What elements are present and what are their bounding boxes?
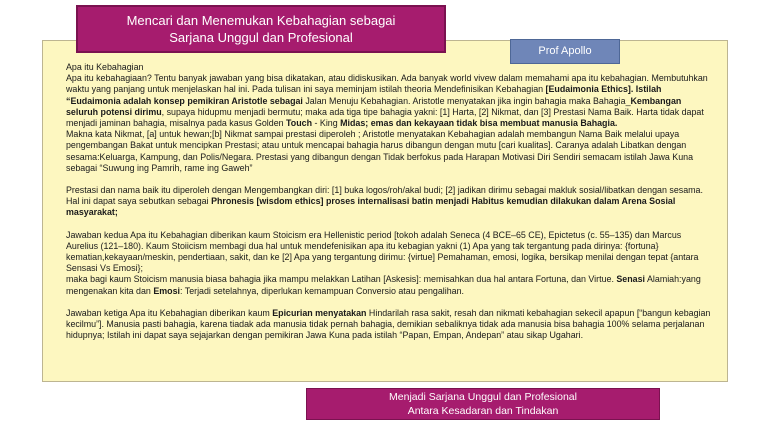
section-heading: Apa itu Kebahagian: [66, 62, 144, 72]
title-line-2: Sarjana Unggul dan Profesional: [169, 30, 353, 45]
title-line-1: Mencari dan Menemukan Kebahagian sebagai: [126, 13, 396, 28]
paragraph-1: Apa itu Kebahagian Apa itu kebahagiaan? Tentu banyak jawaban yang bisa dikatakan, atau didiskusikan. Ada banyak world vivew dalam memahami apa itu kebahagian. Membutuhkan waktu yang panjang untuk menjelaskan hal ini. Pada tulisan ini saya meminjam istilah theoria Mendefinisikan Kebahagian [Eudaimonia Ethics]. Istilah “Eudaimonia adalah konsep pemikiran Aristotle sebagai Jalan Menuju Kebahagian. Aristotle menyatakan jika ingin bahagia maka Bahagia_Kembangan seluruh potensi dirimu, supaya hidupmu menjadi bermutu; maka ada tiga tipe bahagia yakni: [1] Harta, [2] Nikmat, dan [3] Prestasi Nama Baik. Harta tidak dapat menjadi jaminan bahagia, misalnya pada kasus Golden Touch - King Midas; emas dan kekayaan tidak bisa membuat manusia Bahagia. Makna kata Nikmat, [a] untuk hewan;[b] Nikmat sampai prestasi diperoleh ; Aristotle menyatakan Kebahagian adalah membangun Nama Baik melalui upaya pengembangan Bakat untuk mencipkan Prestasi; atau untuk mencapai bahagia harus dibangun dengan mutu [cari kualitas]. Caranya adalah Libatkan dengan sesama:Keluarga, Kampung, dan Polis/Negara. Prestasi yang dibangun dengan Tidak berfokus pada Harapan Motivasi Diri Sendiri semacam istilah Jawa Kuna sebagai “Suwung ing Pamrih, rame ing Gaweh”: [66, 62, 708, 173]
footer-banner: [306, 388, 660, 420]
footer-line-2: Antara Kesadaran dan Tindakan: [407, 405, 559, 417]
paragraph-2: Prestasi dan nama baik itu diperoleh dengan Mengembangkan diri: [1] buka logos/roh/akal budi; [2] jadikan dirimu sebagai makluk sosial/libatkan dengan sesama. Hal ini dapat saya sebutkan sebagai Phronesis [wisdom ethics] proses internalisasi batin menjadi Habitus kemudian dilakukan dalam Arena Sosial masyarakat;: [66, 185, 703, 218]
footer-line-1: Menjadi Sarjana Unggul dan Profesional: [389, 391, 577, 403]
paragraph-4: Jawaban ketiga Apa itu Kebahagian diberikan kaum Epicurian menyatakan Hindarilah rasa sakit, resah dan nikmati kebahagian sekecil apapun [“bangun kebagian kecilmu”]. Manusia pasti bahagia, karena tiadak ada manusia tidak pernah bahagia, demikian sebaliknya tidak ada manusia bisa bahagia 100% selama perjalanan hidupnya; Istilah ini dapat saya sejajarkan dengan pemikiran Jawa Kuna pada istilah “Papan, Empan, Andepan” atau sikap Ugahari.: [66, 307, 711, 341]
paragraph-3: Jawaban kedua Apa itu Kebahagian diberikan kaum Stoicism era Hellenistic period [tokoh adalah Seneca (4 BCE–65 CE), Epictetus (c. 55–135) dan Marcus Aurelius (121–180). Kaum Stoiicism membagi dua hal untuk mendefenisikan apa itu kebagian yakni (1) Apa yang tak tergantung pada dirinya: {fortuna} kematian,kekayaan/meskin, pendertiaan, sakit, dan ke [2] Apa yang tergantung dirimu: {virtue] Pemahaman, emosi, logika, bersikap menilai dengan tepat {antara Sensasi Vs Emosi}; maka bagi kaum Stoicism manusia biasa bahagia jika mampu melakkan Latihan [Askesis]: memisahkan dua hal antara Fortuna, dan Virtue. Senasi Alamiah:yang mengenakan kita dan Emosi: Terjadi setelahnya, diperlukan kemampuan Conversio atau pengalihan.: [66, 229, 701, 296]
title-banner: [76, 5, 446, 53]
author-badge: Prof Apollo: [510, 39, 620, 64]
article-body: [66, 62, 714, 341]
